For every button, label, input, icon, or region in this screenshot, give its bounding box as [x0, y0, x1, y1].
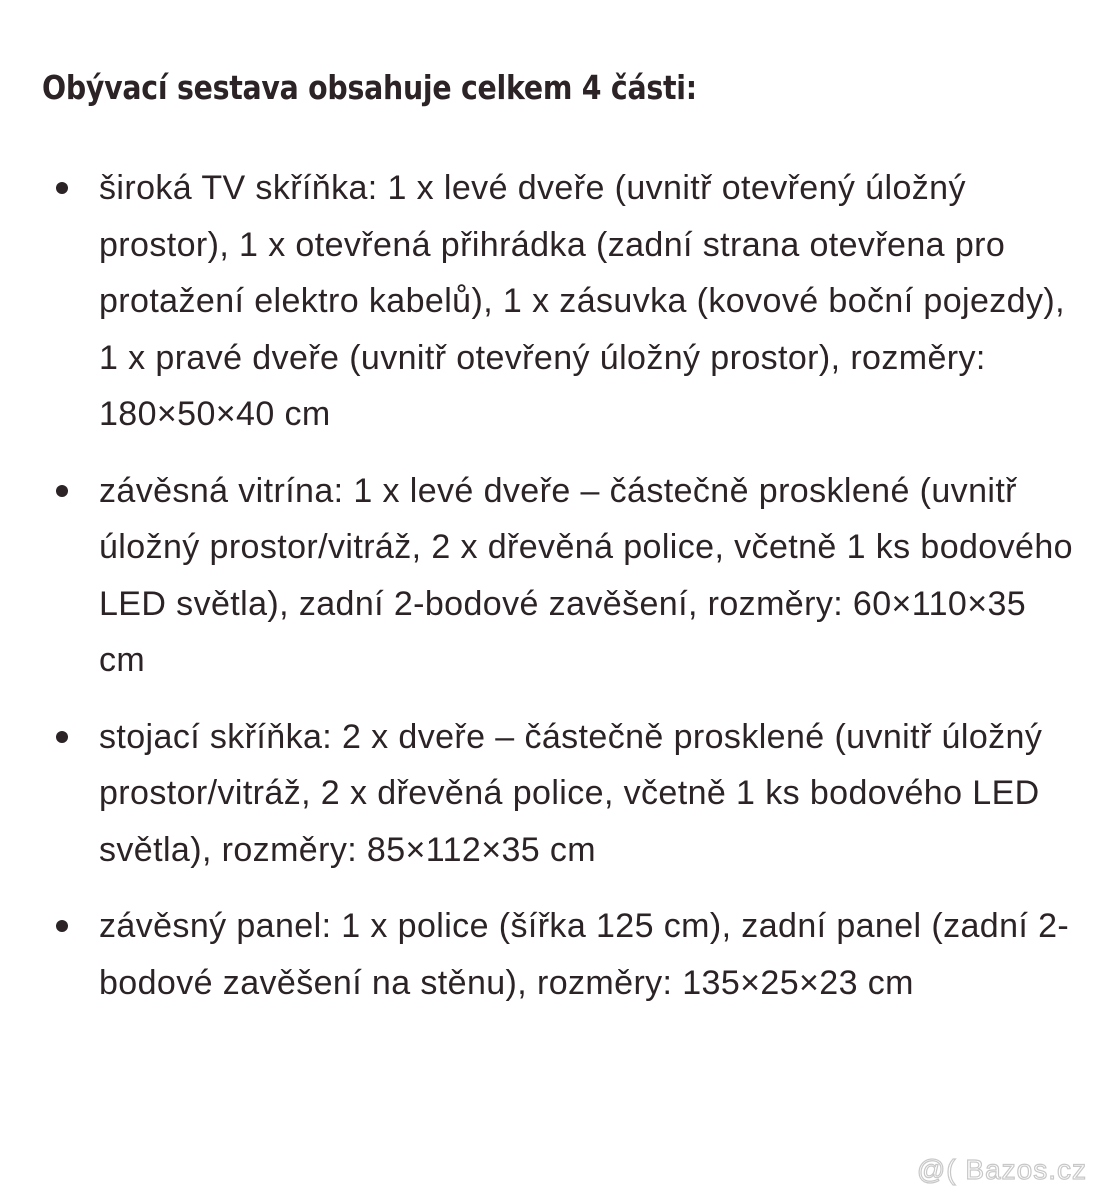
bazos-watermark: @( Bazos.cz [916, 1154, 1087, 1185]
bullet-icon [56, 731, 68, 743]
section-heading: Obývací sestava obsahuje celkem 4 části: [42, 68, 697, 107]
list-item-text: závěsná vitrína: 1 x levé dveře – částečně prosklené (uvnitř úložný prostor/vitráž, 2 x dřevěná police, včetně 1 ks bodového LED světla), zadní 2-bodové zavěšení, rozměry: 60×110×35 cm [99, 471, 1073, 679]
list-item [0, 898, 1099, 1011]
parts-list [0, 160, 1099, 1031]
list-item-text: závěsný panel: 1 x police (šířka 125 cm), zadní panel (zadní 2-bodové zavěšení na stěnu), rozměry: 135×25×23 cm [99, 907, 1070, 1002]
list-item [0, 709, 1099, 879]
list-item [0, 160, 1099, 443]
list-item-text: široká TV skříňka: 1 x levé dveře (uvnitř otevřený úložný prostor), 1 x otevřená přihrádka (zadní strana otevřena pro protažení elektro kabelů), 1 x zásuvka (kovové boční pojezdy), 1 x pravé dveře (uvnitř otevřený úložný prostor), rozměry: 180×50×40 cm [99, 169, 1065, 433]
list-item [0, 463, 1099, 689]
bullet-icon [56, 920, 68, 932]
bullet-icon [56, 182, 68, 194]
bullet-icon [56, 485, 68, 497]
list-item-text: stojací skříňka: 2 x dveře – částečně prosklené (uvnitř úložný prostor/vitráž, 2 x dřevěná police, včetně 1 ks bodového LED světla), rozměry: 85×112×35 cm [99, 717, 1043, 869]
